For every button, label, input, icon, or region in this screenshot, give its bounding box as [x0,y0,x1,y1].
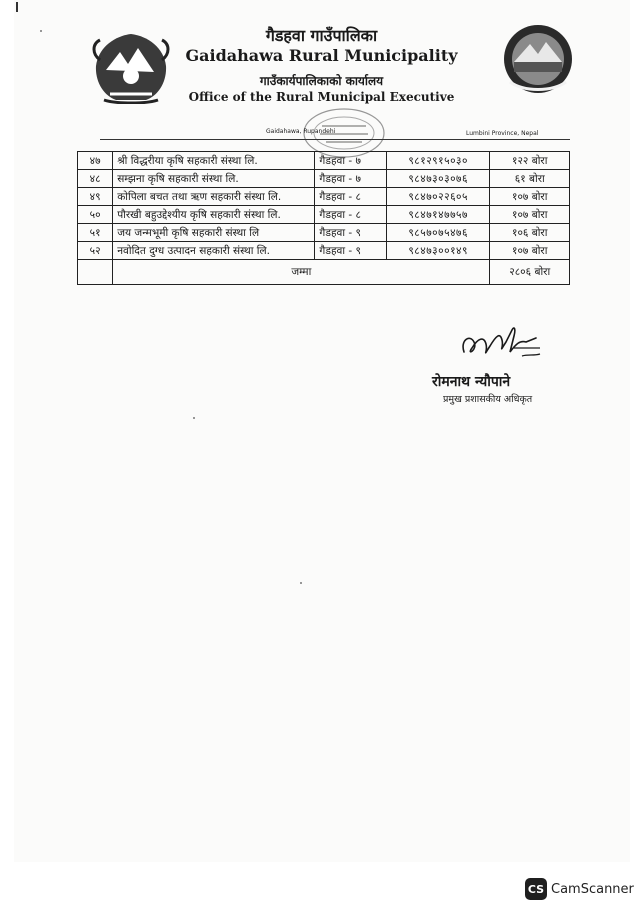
name-cell: नवोदित दुग्ध उत्पादन सहकारी संस्था लि. [113,242,315,260]
name-cell: कोपिला बचत तथा ऋण सहकारी संस्था लि. [113,188,315,206]
name-cell: जय जन्मभूमी कृषि सहकारी संस्था लि [113,224,315,242]
phone-cell: ९८४७३०३०७६ [386,170,490,188]
total-row [78,260,570,285]
quantity-cell: १२२ बोरा [490,152,570,170]
signatory-name: रोमनाथ न्यौपाने [432,374,511,390]
camscanner-icon: CS [525,878,547,900]
phone-cell: ९८४७१४७७५७ [386,206,490,224]
camscanner-label: CamScanner [551,881,634,897]
office-title-nepali: गाउँकार्यपालिकाको कार्यालय [259,74,384,88]
address-right: Lumbini Province, Nepal [466,130,539,137]
serial-cell: ५२ [78,242,113,260]
phone-cell: ९८४७३००१४९ [386,242,490,260]
distribution-table [77,151,570,285]
serial-cell: ४८ [78,170,113,188]
municipality-title-nepali: गैडहवा गाउँपालिका [265,26,378,45]
ward-cell: गैडहवा - ८ [315,206,386,224]
scan-edge-mark [16,2,18,12]
quantity-cell: १०७ बोरा [490,206,570,224]
serial-cell: ५० [78,206,113,224]
serial-cell: ४९ [78,188,113,206]
municipality-title-english: Gaidahawa Rural Municipality [185,46,458,65]
table-row [78,242,570,260]
signatory-title: प्रमुख प्रशासकीय अधिकृत [443,394,533,405]
name-cell: पौरखी बहुउद्देश्यीय कृषि सहकारी संस्था लि. [113,206,315,224]
table-row [78,224,570,242]
phone-cell: ९८५७०७५४७६ [386,224,490,242]
table-row [78,152,570,170]
phone-cell: ९८१२९१५०३० [386,152,490,170]
total-empty-cell [78,260,113,285]
office-title-english: Office of the Rural Municipal Executive [188,90,455,104]
serial-cell: ५१ [78,224,113,242]
scan-speck [193,417,195,419]
quantity-cell: १०७ बोरा [490,188,570,206]
handwritten-signature [456,318,548,368]
quantity-cell: ६१ बोरा [490,170,570,188]
table-row [78,188,570,206]
table-row [78,170,570,188]
ward-cell: गैडहवा - ८ [315,188,386,206]
total-label: जम्मा [113,260,490,285]
quantity-cell: १०६ बोरा [490,224,570,242]
phone-cell: ९८४७०२२६०५ [386,188,490,206]
ward-cell: गैडहवा - ९ [315,242,386,260]
quantity-cell: १०७ बोरा [490,242,570,260]
scan-speck [300,582,302,584]
table-row [78,206,570,224]
name-cell: सम्झना कृषि सहकारी संस्था लि. [113,170,315,188]
header-divider [100,139,570,140]
address-left: Gaidahawa, Rupandehi [266,128,336,135]
camscanner-watermark [525,878,634,900]
ward-cell: गैडहवा - ७ [315,152,386,170]
serial-cell: ४७ [78,152,113,170]
name-cell: श्री विद्धरीया कृषि सहकारी संस्था लि. [113,152,315,170]
scan-speck [40,30,42,32]
ward-cell: गैडहवा - ७ [315,170,386,188]
total-value: २८०६ बोरा [490,260,570,285]
ward-cell: गैडहवा - ९ [315,224,386,242]
